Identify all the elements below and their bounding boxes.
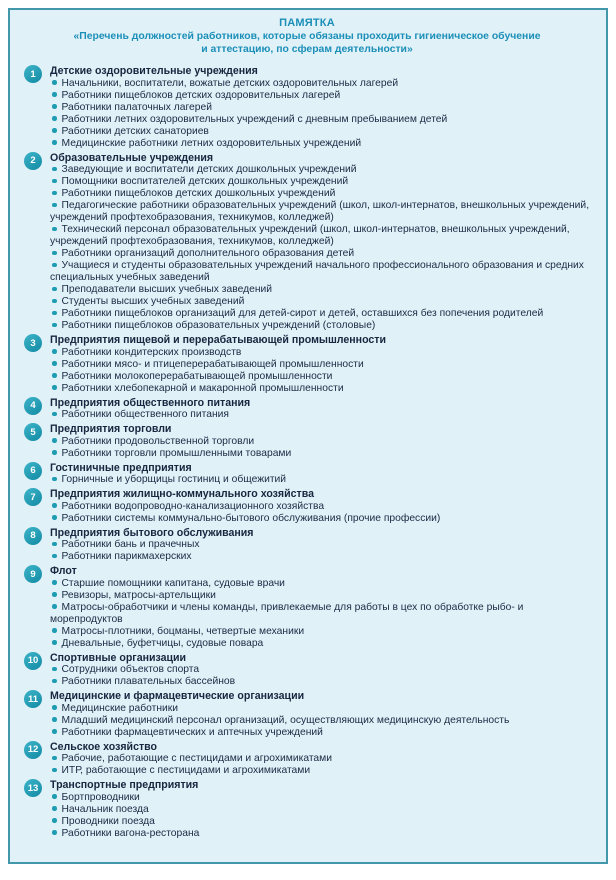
- list-item: [50, 436, 598, 448]
- bullet-icon: [52, 503, 57, 508]
- section-body: [50, 397, 598, 422]
- list-item: [50, 513, 598, 525]
- list-item: [50, 308, 598, 320]
- section-body: [50, 527, 598, 564]
- section-body: [50, 462, 598, 487]
- list-item-text: Работники пищеблоков детских оздоровительных лагерей: [61, 89, 341, 101]
- section-heading: Гостиничные предприятия: [50, 461, 192, 474]
- document-header: [16, 16, 598, 56]
- section-row: [16, 779, 598, 840]
- list-item-text: Работники детских санаториев: [61, 125, 209, 137]
- list-item-text: Горничные и уборщицы гостиниц и общежитий: [61, 474, 287, 485]
- section-row: [16, 652, 598, 689]
- bullet-icon: [52, 227, 57, 232]
- section-items: [50, 578, 598, 650]
- bullet-icon: [52, 116, 57, 121]
- bullet-icon: [52, 80, 57, 85]
- section-heading: Сельское хозяйство: [50, 740, 157, 753]
- section-body: [50, 334, 598, 395]
- list-item: [50, 102, 598, 114]
- section-number-badge: 9: [24, 565, 42, 583]
- list-item: [50, 347, 598, 359]
- list-item-text: Начальник поезда: [61, 803, 149, 815]
- list-item: [50, 296, 598, 308]
- section-number-column: [16, 690, 50, 739]
- list-item: [50, 578, 598, 590]
- list-item-text: Технический персонал образовательных учреждений (школ, школ-интернатов, внешкольных учреждений, учреждений профтехобразования, техникумов, колледжей): [50, 224, 570, 247]
- section-row: [16, 565, 598, 650]
- list-item-text: Старшие помощники капитана, судовые врачи: [61, 577, 285, 589]
- list-item: [50, 590, 598, 602]
- section-heading: Транспортные предприятия: [50, 779, 199, 791]
- page-subtitle-line-1: «Перечень должностей работников, которые обязаны проходить гигиеническое обучение: [73, 31, 541, 42]
- bullet-icon: [52, 717, 57, 722]
- section-number-badge: 13: [24, 779, 42, 797]
- list-item-text: Работники фармацевтических и аптечных учреждений: [61, 726, 323, 738]
- list-item: [50, 676, 598, 688]
- page-title: ПАМЯТКА: [279, 17, 335, 29]
- bullet-icon: [52, 438, 57, 443]
- bullet-icon: [52, 361, 57, 366]
- section-number-badge: 4: [24, 397, 42, 415]
- bullet-icon: [52, 299, 57, 304]
- bullet-icon: [52, 667, 57, 672]
- list-item: [50, 320, 598, 332]
- section-row: [16, 423, 598, 460]
- list-item-text: Работники продовольственной торговли: [61, 435, 255, 447]
- list-item: [50, 138, 598, 150]
- section-number-column: [16, 527, 50, 564]
- section-body: [50, 565, 598, 650]
- list-item-text: Студенты высших учебных заведений: [61, 296, 245, 307]
- bullet-icon: [52, 554, 57, 559]
- section-body: [50, 423, 598, 460]
- bullet-icon: [52, 92, 57, 97]
- list-item-text: Работники хлебопекарной и макаронной промышленности: [61, 382, 344, 394]
- list-item: [50, 551, 598, 563]
- list-item-text: Начальники, воспитатели, вожатые детских оздоровительных лагерей: [61, 77, 399, 89]
- list-item-text: Работники кондитерских производств: [61, 346, 242, 358]
- section-items: [50, 164, 598, 332]
- list-item: [50, 765, 598, 777]
- section-number-column: [16, 152, 50, 333]
- list-item-text: Работники торговли промышленными товарами: [61, 447, 292, 459]
- section-items: [50, 753, 598, 777]
- list-item: [50, 828, 598, 840]
- list-item: [50, 90, 598, 102]
- bullet-icon: [52, 818, 57, 823]
- list-item: [50, 638, 598, 650]
- list-item-text: Работники вагона-ресторана: [61, 827, 200, 839]
- page-subtitle-line-2: и аттестацию, по сферам деятельности»: [201, 44, 413, 55]
- section-items: [50, 436, 598, 460]
- section-items: [50, 539, 598, 563]
- section-heading: Предприятия жилищно-коммунального хозяйства: [50, 488, 314, 500]
- list-item: [50, 200, 598, 224]
- section-number-column: [16, 65, 50, 150]
- section-number-column: [16, 462, 50, 487]
- bullet-icon: [52, 729, 57, 734]
- list-item: [50, 248, 598, 260]
- list-item-text: Заведующие и воспитатели детских дошкольных учреждений: [61, 164, 357, 175]
- list-item: [50, 664, 598, 676]
- section-body: [50, 488, 598, 525]
- list-item: [50, 804, 598, 816]
- bullet-icon: [52, 640, 57, 645]
- list-item: [50, 260, 598, 284]
- list-item-text: Работники бань и прачечных: [61, 539, 200, 550]
- section-heading: Спортивные организации: [50, 651, 187, 664]
- bullet-icon: [52, 477, 57, 482]
- bullet-icon: [52, 592, 57, 597]
- list-item-text: Педагогические работники образовательных учреждений (школ, школ-интернатов, внешкольных учреждений, учреждений профтехобразования, техникумов, колледжей): [50, 200, 590, 223]
- section-items: [50, 664, 598, 688]
- section-heading: Образовательные учреждения: [50, 151, 214, 164]
- list-item-text: ИТР, работающие с пестицидами и агрохимикатами: [61, 765, 311, 776]
- bullet-icon: [52, 515, 57, 520]
- section-number-badge: 11: [24, 690, 42, 708]
- section-row: [16, 462, 598, 487]
- section-row: [16, 65, 598, 150]
- section-number-badge: 2: [24, 152, 42, 170]
- bullet-icon: [52, 794, 57, 799]
- list-item-text: Работники летних оздоровительных учреждений с дневным пребыванием детей: [61, 113, 448, 125]
- list-item-text: Работники водопроводно-канализационного хозяйства: [61, 500, 325, 512]
- list-item: [50, 126, 598, 138]
- section-number-badge: 1: [24, 65, 42, 83]
- bullet-icon: [52, 756, 57, 761]
- list-item-text: Работники мясо- и птицеперерабатывающей промышленности: [61, 358, 364, 370]
- list-item-text: Учащиеся и студенты образовательных учреждений начального профессионального образования и средних специальных учебных заведений: [50, 260, 584, 283]
- list-item: [50, 176, 598, 188]
- bullet-icon: [52, 167, 57, 172]
- section-items: [50, 78, 598, 150]
- list-item-text: Медицинские работники летних оздоровительных учреждений: [61, 137, 362, 149]
- section-number-badge: 6: [24, 462, 42, 480]
- list-item: [50, 371, 598, 383]
- list-item-text: Дневальные, буфетчицы, судовые повара: [61, 637, 264, 649]
- list-item: [50, 539, 598, 551]
- bullet-icon: [52, 542, 57, 547]
- list-item-text: Младший медицинский персонал организаций, осуществляющих медицинскую деятельность: [61, 714, 510, 726]
- section-row: [16, 397, 598, 422]
- list-item-text: Работники молокоперерабатывающей промышленности: [61, 370, 333, 382]
- list-item-text: Работники системы коммунально-бытового обслуживания (прочие профессии): [61, 512, 441, 524]
- list-item: [50, 474, 598, 486]
- list-item-text: Ревизоры, матросы-артельщики: [61, 589, 216, 601]
- list-item: [50, 359, 598, 371]
- list-item: [50, 448, 598, 460]
- bullet-icon: [52, 191, 57, 196]
- list-item: [50, 284, 598, 296]
- bullet-icon: [52, 311, 57, 316]
- bullet-icon: [52, 140, 57, 145]
- bullet-icon: [52, 679, 57, 684]
- list-item: [50, 164, 598, 176]
- section-heading: Предприятия бытового обслуживания: [50, 526, 254, 539]
- section-number-badge: 8: [24, 527, 42, 545]
- list-item: [50, 792, 598, 804]
- bullet-icon: [52, 263, 57, 268]
- bullet-icon: [52, 104, 57, 109]
- list-item-text: Работники пищеблоков организаций для детей-сирот и детей, оставшихся без попечения родителей: [61, 308, 544, 319]
- section-body: [50, 152, 598, 333]
- list-item: [50, 224, 598, 248]
- section-body: [50, 779, 598, 840]
- bullet-icon: [52, 373, 57, 378]
- bullet-icon: [52, 128, 57, 133]
- list-item-text: Работники плавательных бассейнов: [61, 676, 236, 687]
- section-heading: Предприятия торговли: [50, 423, 172, 435]
- list-item: [50, 501, 598, 513]
- list-item-text: Бортпроводники: [61, 791, 140, 803]
- section-number-column: [16, 397, 50, 422]
- list-item: [50, 753, 598, 765]
- list-item: [50, 727, 598, 739]
- section-heading: Предприятия общественного питания: [50, 396, 251, 409]
- section-number-column: [16, 779, 50, 840]
- list-item: [50, 816, 598, 828]
- sections-list: [16, 65, 598, 840]
- bullet-icon: [52, 179, 57, 184]
- list-item: [50, 114, 598, 126]
- list-item-text: Работники организаций дополнительного образования детей: [61, 248, 355, 259]
- section-number-column: [16, 565, 50, 650]
- section-heading: Детские оздоровительные учреждения: [50, 65, 258, 77]
- list-item: [50, 383, 598, 395]
- section-body: [50, 690, 598, 739]
- section-heading: Медицинские и фармацевтические организации: [50, 690, 305, 702]
- section-number-column: [16, 488, 50, 525]
- list-item-text: Матросы-плотники, боцманы, четвертые механики: [61, 625, 305, 637]
- section-heading: Предприятия пищевой и перерабатывающей промышленности: [50, 334, 386, 346]
- list-item: [50, 602, 598, 626]
- section-number-column: [16, 334, 50, 395]
- section-row: [16, 334, 598, 395]
- section-number-badge: 3: [24, 334, 42, 352]
- list-item-text: Рабочие, работающие с пестицидами и агрохимикатами: [61, 753, 332, 764]
- section-number-column: [16, 741, 50, 778]
- list-item-text: Матросы-обработчики и члены команды, привлекаемые для работы в цех по обработке рыбо- и морепродуктов: [50, 601, 524, 625]
- bullet-icon: [52, 628, 57, 633]
- section-items: [50, 474, 598, 486]
- bullet-icon: [52, 768, 57, 773]
- section-items: [50, 501, 598, 525]
- section-row: [16, 152, 598, 333]
- list-item-text: Медицинские работники: [61, 702, 179, 714]
- list-item-text: Работники парикмахерских: [61, 551, 192, 562]
- list-item-text: Преподаватели высших учебных заведений: [61, 284, 273, 295]
- section-items: [50, 703, 598, 739]
- section-number-badge: 7: [24, 488, 42, 506]
- list-item: [50, 78, 598, 90]
- section-row: [16, 690, 598, 739]
- list-item: [50, 626, 598, 638]
- bullet-icon: [52, 323, 57, 328]
- section-number-column: [16, 423, 50, 460]
- section-row: [16, 741, 598, 778]
- section-body: [50, 741, 598, 778]
- list-item: [50, 703, 598, 715]
- list-item-text: Работники общественного питания: [61, 409, 229, 420]
- list-item-text: Работники палаточных лагерей: [61, 101, 212, 113]
- bullet-icon: [52, 412, 57, 417]
- bullet-icon: [52, 604, 57, 609]
- bullet-icon: [52, 203, 57, 208]
- section-body: [50, 65, 598, 150]
- bullet-icon: [52, 450, 57, 455]
- section-heading: Флот: [50, 565, 77, 577]
- section-body: [50, 652, 598, 689]
- section-number-badge: 12: [24, 741, 42, 759]
- section-number-badge: 5: [24, 423, 42, 441]
- memo-panel: [8, 8, 608, 864]
- bullet-icon: [52, 251, 57, 256]
- section-number-badge: 10: [24, 652, 42, 670]
- bullet-icon: [52, 580, 57, 585]
- list-item-text: Работники пищеблоков детских дошкольных учреждений: [61, 188, 336, 199]
- bullet-icon: [52, 830, 57, 835]
- list-item: [50, 409, 598, 421]
- section-row: [16, 488, 598, 525]
- section-items: [50, 409, 598, 421]
- section-items: [50, 792, 598, 840]
- list-item: [50, 715, 598, 727]
- bullet-icon: [52, 287, 57, 292]
- section-row: [16, 527, 598, 564]
- bullet-icon: [52, 385, 57, 390]
- bullet-icon: [52, 806, 57, 811]
- list-item: [50, 188, 598, 200]
- section-number-column: [16, 652, 50, 689]
- list-item-text: Проводники поезда: [61, 815, 155, 827]
- section-items: [50, 347, 598, 395]
- list-item-text: Помощники воспитателей детских дошкольных учреждений: [61, 176, 349, 187]
- list-item-text: Работники пищеблоков образовательных учреждений (столовые): [61, 320, 376, 331]
- list-item-text: Сотрудники объектов спорта: [61, 664, 200, 675]
- bullet-icon: [52, 349, 57, 354]
- bullet-icon: [52, 705, 57, 710]
